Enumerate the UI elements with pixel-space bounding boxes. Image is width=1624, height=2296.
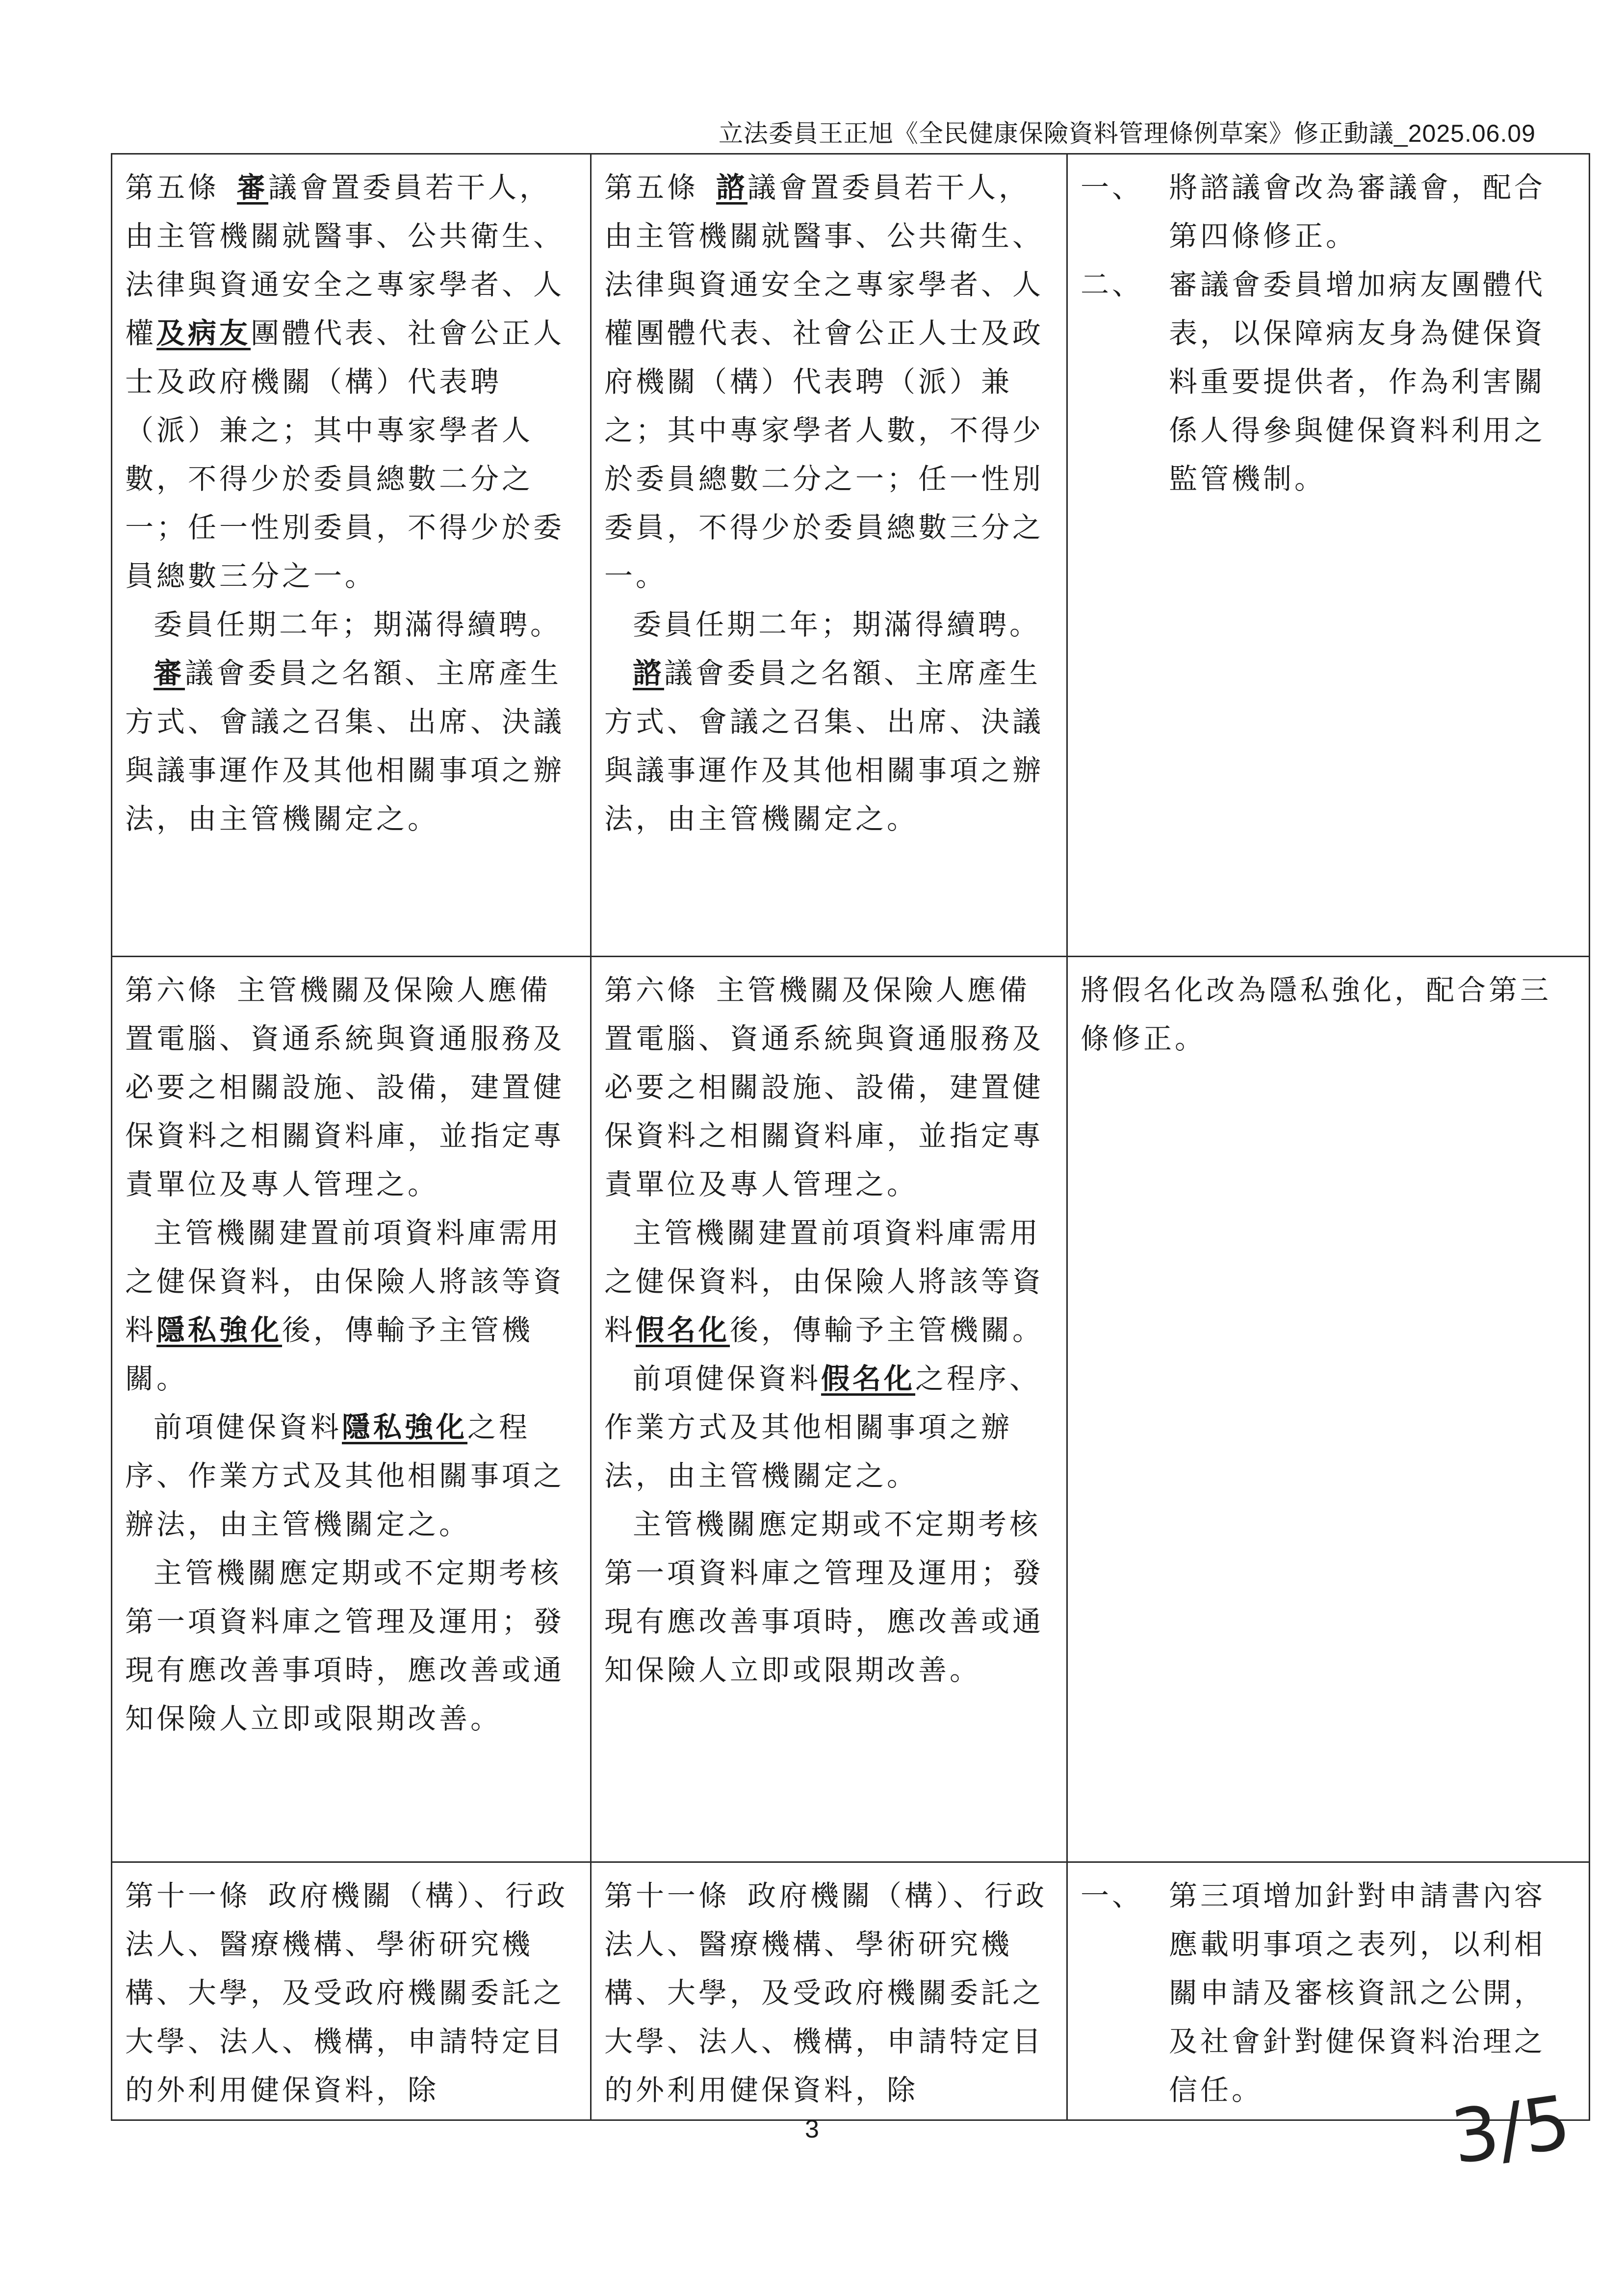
text-span: 前項健保資料 [154, 1410, 342, 1444]
text-span: 主管機關及保險人應備置電腦、資通系統與資通服務及必要之相關設施、設備，建置健保資料之相關資料庫，並指定專責單位及專人管理之。 [125, 973, 565, 1201]
article-number: 第五條 [125, 171, 220, 204]
header-title: 立法委員王正旭《全民健康保險資料管理條例草案》修正動議 [718, 119, 1394, 148]
page-number: 3 [805, 2115, 819, 2143]
amended-term: 隱私強化 [342, 1410, 468, 1444]
article-number: 第六條 [125, 973, 220, 1007]
amended-term: 審 [237, 171, 269, 204]
original-text-cell [591, 1862, 1067, 2120]
paragraph [125, 163, 577, 600]
paragraph [604, 163, 1054, 600]
list-item [1081, 1872, 1576, 2114]
explanation-list [1081, 163, 1576, 503]
paragraph: 委員任期二年；期滿得續聘。 [154, 608, 562, 641]
text-span: 政府機關（構）、行政法人、醫療機構、學術研究機構、大學，及受政府機關委託之大學、法人、機構，申請特定目的外利用健保資料，除 [604, 1879, 1048, 2107]
text-span: 主管機關及保險人應備置電腦、資通系統與資通服務及必要之相關設施、設備，建置健保資料之相關資料庫，並指定專責單位及專人管理之。 [604, 973, 1044, 1201]
comparison-table [111, 153, 1590, 2121]
list-text: 將諮議會改為審議會，配合第四條修正。 [1169, 171, 1546, 253]
amended-term: 審 [154, 656, 185, 690]
text-span: 之程序、作業方式及其他相關事項之辦法，由主管機關定之。 [604, 1362, 1041, 1492]
explanation-text: 將假名化改為隱私強化，配合第三條修正。 [1081, 973, 1552, 1055]
proposed-text-cell [112, 1862, 591, 2120]
paragraph [604, 1872, 1054, 2114]
text-span: 議會委員之名額、主席產生方式、會議之召集、出席、決議與議事運作及其他相關事項之辦法，由主管機關定之。 [604, 656, 1044, 835]
original-text-cell [591, 154, 1067, 957]
text-span: 後，傳輸予主管機關。 [125, 1313, 534, 1395]
document-header [719, 114, 1536, 149]
paragraph [604, 966, 1054, 1209]
paragraph: 主管機關應定期或不定期考核第一項資料庫之管理及運用；發現有應改善事項時，應改善或通知保險人立即或限期改善。 [604, 1508, 1044, 1687]
paragraph [604, 1209, 1054, 1355]
list-item [1081, 261, 1576, 503]
paragraph [125, 1209, 577, 1403]
article-number: 第十一條 [125, 1879, 251, 1912]
explanation-cell [1067, 1862, 1590, 2120]
amended-term: 諮 [716, 171, 748, 204]
list-text: 第三項增加針對申請書內容應載明事項之表列，以利相關申請及審核資訊之公開，及社會針對健保資料治理之信任。 [1169, 1879, 1546, 2107]
article-number: 第五條 [604, 171, 699, 204]
list-number: 二、 [1081, 268, 1144, 301]
explanation-cell [1067, 154, 1590, 957]
paragraph [125, 966, 577, 1209]
text-span: 政府機關（構）、行政法人、醫療機構、學術研究機構、大學，及受政府機關委託之大學、法人、機構，申請特定目的外利用健保資料，除 [125, 1879, 568, 2107]
proposed-text-cell [112, 957, 591, 1862]
text-span: 前項健保資料 [633, 1362, 822, 1395]
article-number: 第十一條 [604, 1879, 730, 1912]
amended-term: 諮 [633, 656, 665, 690]
text-span: 議會置委員若干人，由主管機關就醫事、公共衛生、法律與資通安全之專家學者、人權 [125, 171, 565, 350]
paragraph: 委員任期二年；期滿得續聘。 [633, 608, 1041, 641]
header-date: _2025.06.09 [1393, 120, 1536, 147]
paragraph [125, 1403, 577, 1549]
text-span: 議會置委員若干人，由主管機關就醫事、公共衛生、法律與資通安全之專家學者、人權團體代表、社會公正人士及政府機關（構）代表聘（派）兼之；其中專家學者人數，不得少於委員總數二分之一；任一性別委員，不得少於委員總數三分之一。 [604, 171, 1044, 593]
article-number: 第六條 [604, 973, 699, 1007]
table-row [112, 154, 1590, 957]
proposed-text-cell [112, 154, 591, 957]
text-span: 之程序、作業方式及其他相關事項之辦法，由主管機關定之。 [125, 1410, 565, 1541]
text-span: 議會委員之名額、主席產生方式、會議之召集、出席、決議與議事運作及其他相關事項之辦法，由主管機關定之。 [125, 656, 565, 835]
list-number: 一、 [1081, 1879, 1144, 1912]
text-span: 團體代表、社會公正人士及政府機關（構）代表聘（派）兼之；其中專家學者人數，不得少於委員總數二分之一；任一性別委員，不得少於委員總數三分之一。 [125, 316, 565, 593]
paragraph [125, 1872, 577, 2114]
paragraph [604, 1355, 1054, 1500]
table-row [112, 1862, 1590, 2120]
list-text: 審議會委員增加病友團體代表，以保障病友身為健保資料重要提供者，作為利害關係人得參與健保資料利用之監管機制。 [1169, 268, 1546, 496]
text-span: 後，傳輸予主管機關。 [730, 1313, 1044, 1347]
handwritten-page-mark: 3/5 [1446, 2080, 1576, 2181]
amended-term: 假名化 [821, 1362, 916, 1395]
text-span: 主管機關建置前項資料庫需用之健保資料，由保險人將該等資料 [604, 1216, 1044, 1347]
explanation-list [1081, 1872, 1576, 2114]
list-number: 一、 [1081, 171, 1144, 204]
amended-term: 隱私強化 [156, 1313, 283, 1347]
table-row [112, 957, 1590, 1862]
paragraph: 主管機關應定期或不定期考核第一項資料庫之管理及運用；發現有應改善事項時，應改善或通知保險人立即或限期改善。 [125, 1556, 565, 1735]
paragraph [604, 649, 1054, 843]
paragraph [125, 649, 577, 843]
amended-term: 及病友 [156, 316, 251, 350]
explanation-cell [1067, 957, 1590, 1862]
text-span: 主管機關建置前項資料庫需用之健保資料，由保險人將該等資料 [125, 1216, 565, 1347]
amended-term: 假名化 [636, 1313, 730, 1347]
original-text-cell [591, 957, 1067, 1862]
list-item [1081, 163, 1576, 261]
